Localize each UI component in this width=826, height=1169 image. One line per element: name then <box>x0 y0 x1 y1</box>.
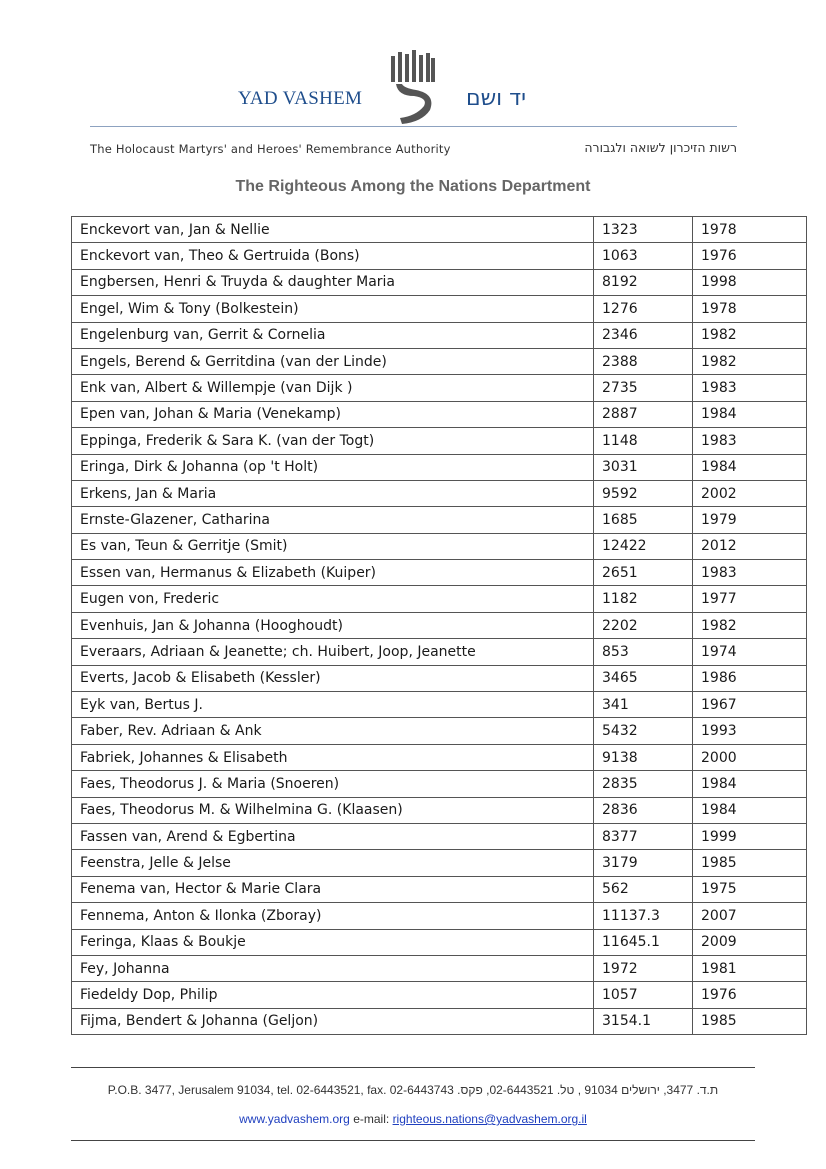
file-number-cell: 1276 <box>594 296 693 322</box>
table-row <box>72 744 807 770</box>
recognition-year-cell: 1983 <box>693 428 807 454</box>
table-row <box>72 797 807 823</box>
table-row <box>72 296 807 322</box>
records-table-body <box>72 217 807 1035</box>
recognition-year-cell: 1976 <box>693 982 807 1008</box>
recognition-year-cell: 2002 <box>693 480 807 506</box>
email-label: e-mail: <box>353 1112 390 1126</box>
rescuer-name-cell: Fey, Johanna <box>72 955 594 981</box>
file-number-cell: 8192 <box>594 269 693 295</box>
table-row <box>72 665 807 691</box>
footer-contact <box>0 1112 826 1126</box>
file-number-cell: 1323 <box>594 217 693 243</box>
table-row <box>72 612 807 638</box>
rescuer-name-cell: Essen van, Hermanus & Elizabeth (Kuiper) <box>72 560 594 586</box>
table-row <box>72 269 807 295</box>
recognition-year-cell: 1999 <box>693 823 807 849</box>
website-link[interactable]: www.yadvashem.org <box>239 1112 350 1126</box>
table-row <box>72 876 807 902</box>
table-row <box>72 533 807 559</box>
file-number-cell: 1057 <box>594 982 693 1008</box>
table-row <box>72 1008 807 1034</box>
recognition-year-cell: 1975 <box>693 876 807 902</box>
recognition-year-cell: 1978 <box>693 217 807 243</box>
org-name-he: יד ושם <box>466 86 527 111</box>
rescuer-name-cell: Erkens, Jan & Maria <box>72 480 594 506</box>
rescuer-name-cell: Fassen van, Arend & Egbertina <box>72 823 594 849</box>
file-number-cell: 3179 <box>594 850 693 876</box>
recognition-year-cell: 1983 <box>693 375 807 401</box>
file-number-cell: 1148 <box>594 428 693 454</box>
recognition-year-cell: 1982 <box>693 348 807 374</box>
table-row <box>72 428 807 454</box>
recognition-year-cell: 1967 <box>693 692 807 718</box>
recognition-year-cell: 1977 <box>693 586 807 612</box>
rescuer-name-cell: Enk van, Albert & Willempje (van Dijk ) <box>72 375 594 401</box>
file-number-cell: 9592 <box>594 480 693 506</box>
footer-bottom-divider <box>71 1140 755 1141</box>
table-row <box>72 375 807 401</box>
recognition-year-cell: 1982 <box>693 612 807 638</box>
file-number-cell: 11137.3 <box>594 903 693 929</box>
recognition-year-cell: 2007 <box>693 903 807 929</box>
rescuer-name-cell: Ernste-Glazener, Catharina <box>72 507 594 533</box>
file-number-cell: 1972 <box>594 955 693 981</box>
rescuer-name-cell: Feenstra, Jelle & Jelse <box>72 850 594 876</box>
rescuer-name-cell: Eyk van, Bertus J. <box>72 692 594 718</box>
table-row <box>72 480 807 506</box>
rescuer-name-cell: Everts, Jacob & Elisabeth (Kessler) <box>72 665 594 691</box>
rescuer-name-cell: Enckevort van, Theo & Gertruida (Bons) <box>72 243 594 269</box>
recognition-year-cell: 1982 <box>693 322 807 348</box>
footer-top-divider <box>71 1067 755 1068</box>
recognition-year-cell: 2000 <box>693 744 807 770</box>
rescuer-name-cell: Engelenburg van, Gerrit & Cornelia <box>72 322 594 348</box>
rescuer-name-cell: Fijma, Bendert & Johanna (Geljon) <box>72 1008 594 1034</box>
recognition-year-cell: 2009 <box>693 929 807 955</box>
rescuer-name-cell: Engbersen, Henri & Truyda & daughter Maria <box>72 269 594 295</box>
rescuer-name-cell: Fabriek, Johannes & Elisabeth <box>72 744 594 770</box>
file-number-cell: 2346 <box>594 322 693 348</box>
rescuer-name-cell: Engel, Wim & Tony (Bolkestein) <box>72 296 594 322</box>
recognition-year-cell: 1984 <box>693 771 807 797</box>
table-row <box>72 401 807 427</box>
rescuer-name-cell: Eringa, Dirk & Johanna (op 't Holt) <box>72 454 594 480</box>
rescuer-name-cell: Faber, Rev. Adriaan & Ank <box>72 718 594 744</box>
file-number-cell: 12422 <box>594 533 693 559</box>
table-row <box>72 955 807 981</box>
table-row <box>72 454 807 480</box>
recognition-year-cell: 1981 <box>693 955 807 981</box>
table-row <box>72 243 807 269</box>
rescuer-name-cell: Engels, Berend & Gerritdina (van der Linde) <box>72 348 594 374</box>
yad-vashem-emblem-icon <box>388 50 438 130</box>
file-number-cell: 562 <box>594 876 693 902</box>
table-row <box>72 982 807 1008</box>
file-number-cell: 9138 <box>594 744 693 770</box>
righteous-records-table <box>71 216 807 1035</box>
file-number-cell: 1063 <box>594 243 693 269</box>
file-number-cell: 5432 <box>594 718 693 744</box>
header-divider <box>90 126 737 127</box>
recognition-year-cell: 1993 <box>693 718 807 744</box>
rescuer-name-cell: Faes, Theodorus M. & Wilhelmina G. (Klaasen) <box>72 797 594 823</box>
file-number-cell: 2836 <box>594 797 693 823</box>
file-number-cell: 3154.1 <box>594 1008 693 1034</box>
org-name-en: YAD VASHEM <box>238 88 363 109</box>
rescuer-name-cell: Fiedeldy Dop, Philip <box>72 982 594 1008</box>
rescuer-name-cell: Fennema, Anton & Ilonka (Zboray) <box>72 903 594 929</box>
rescuer-name-cell: Fenema van, Hector & Marie Clara <box>72 876 594 902</box>
rescuer-name-cell: Feringa, Klaas & Boukje <box>72 929 594 955</box>
table-row <box>72 322 807 348</box>
file-number-cell: 2202 <box>594 612 693 638</box>
file-number-cell: 2735 <box>594 375 693 401</box>
table-row <box>72 850 807 876</box>
file-number-cell: 341 <box>594 692 693 718</box>
table-row <box>72 639 807 665</box>
recognition-year-cell: 1985 <box>693 1008 807 1034</box>
table-row <box>72 718 807 744</box>
rescuer-name-cell: Eugen von, Frederic <box>72 586 594 612</box>
file-number-cell: 11645.1 <box>594 929 693 955</box>
recognition-year-cell: 2012 <box>693 533 807 559</box>
rescuer-name-cell: Evenhuis, Jan & Johanna (Hooghoudt) <box>72 612 594 638</box>
table-row <box>72 560 807 586</box>
file-number-cell: 8377 <box>594 823 693 849</box>
table-row <box>72 217 807 243</box>
table-row <box>72 586 807 612</box>
rescuer-name-cell: Everaars, Adriaan & Jeanette; ch. Huibert, Joop, Jeanette <box>72 639 594 665</box>
file-number-cell: 2651 <box>594 560 693 586</box>
table-row <box>72 692 807 718</box>
recognition-year-cell: 1986 <box>693 665 807 691</box>
rescuer-name-cell: Enckevort van, Jan & Nellie <box>72 217 594 243</box>
rescuer-name-cell: Eppinga, Frederik & Sara K. (van der Togt) <box>72 428 594 454</box>
recognition-year-cell: 1979 <box>693 507 807 533</box>
recognition-year-cell: 1998 <box>693 269 807 295</box>
recognition-year-cell: 1983 <box>693 560 807 586</box>
recognition-year-cell: 1974 <box>693 639 807 665</box>
table-row <box>72 348 807 374</box>
file-number-cell: 3465 <box>594 665 693 691</box>
recognition-year-cell: 1984 <box>693 401 807 427</box>
table-row <box>72 771 807 797</box>
table-row <box>72 929 807 955</box>
file-number-cell: 3031 <box>594 454 693 480</box>
file-number-cell: 853 <box>594 639 693 665</box>
file-number-cell: 2835 <box>594 771 693 797</box>
table-row <box>72 507 807 533</box>
recognition-year-cell: 1984 <box>693 797 807 823</box>
file-number-cell: 2388 <box>594 348 693 374</box>
email-link[interactable]: righteous.nations@yadvashem.org.il <box>392 1112 587 1126</box>
table-row <box>72 903 807 929</box>
footer-address: P.O.B. 3477, Jerusalem 91034, tel. 02-6443521, fax. 02-6443743 .ת.ד. 3477, ירושלים 91034 , טל. 02-6443521, פקס <box>107 1083 719 1097</box>
recognition-year-cell: 1976 <box>693 243 807 269</box>
file-number-cell: 1685 <box>594 507 693 533</box>
table-row <box>72 823 807 849</box>
rescuer-name-cell: Faes, Theodorus J. & Maria (Snoeren) <box>72 771 594 797</box>
recognition-year-cell: 1978 <box>693 296 807 322</box>
rescuer-name-cell: Es van, Teun & Gerritje (Smit) <box>72 533 594 559</box>
rescuer-name-cell: Epen van, Johan & Maria (Venekamp) <box>72 401 594 427</box>
authority-name-en: The Holocaust Martyrs' and Heroes' Remembrance Authority <box>90 142 451 156</box>
recognition-year-cell: 1984 <box>693 454 807 480</box>
department-title: The Righteous Among the Nations Department <box>235 178 591 195</box>
recognition-year-cell: 1985 <box>693 850 807 876</box>
file-number-cell: 1182 <box>594 586 693 612</box>
file-number-cell: 2887 <box>594 401 693 427</box>
authority-name-he: רשות הזיכרון לשואה ולגבורה <box>584 140 737 155</box>
